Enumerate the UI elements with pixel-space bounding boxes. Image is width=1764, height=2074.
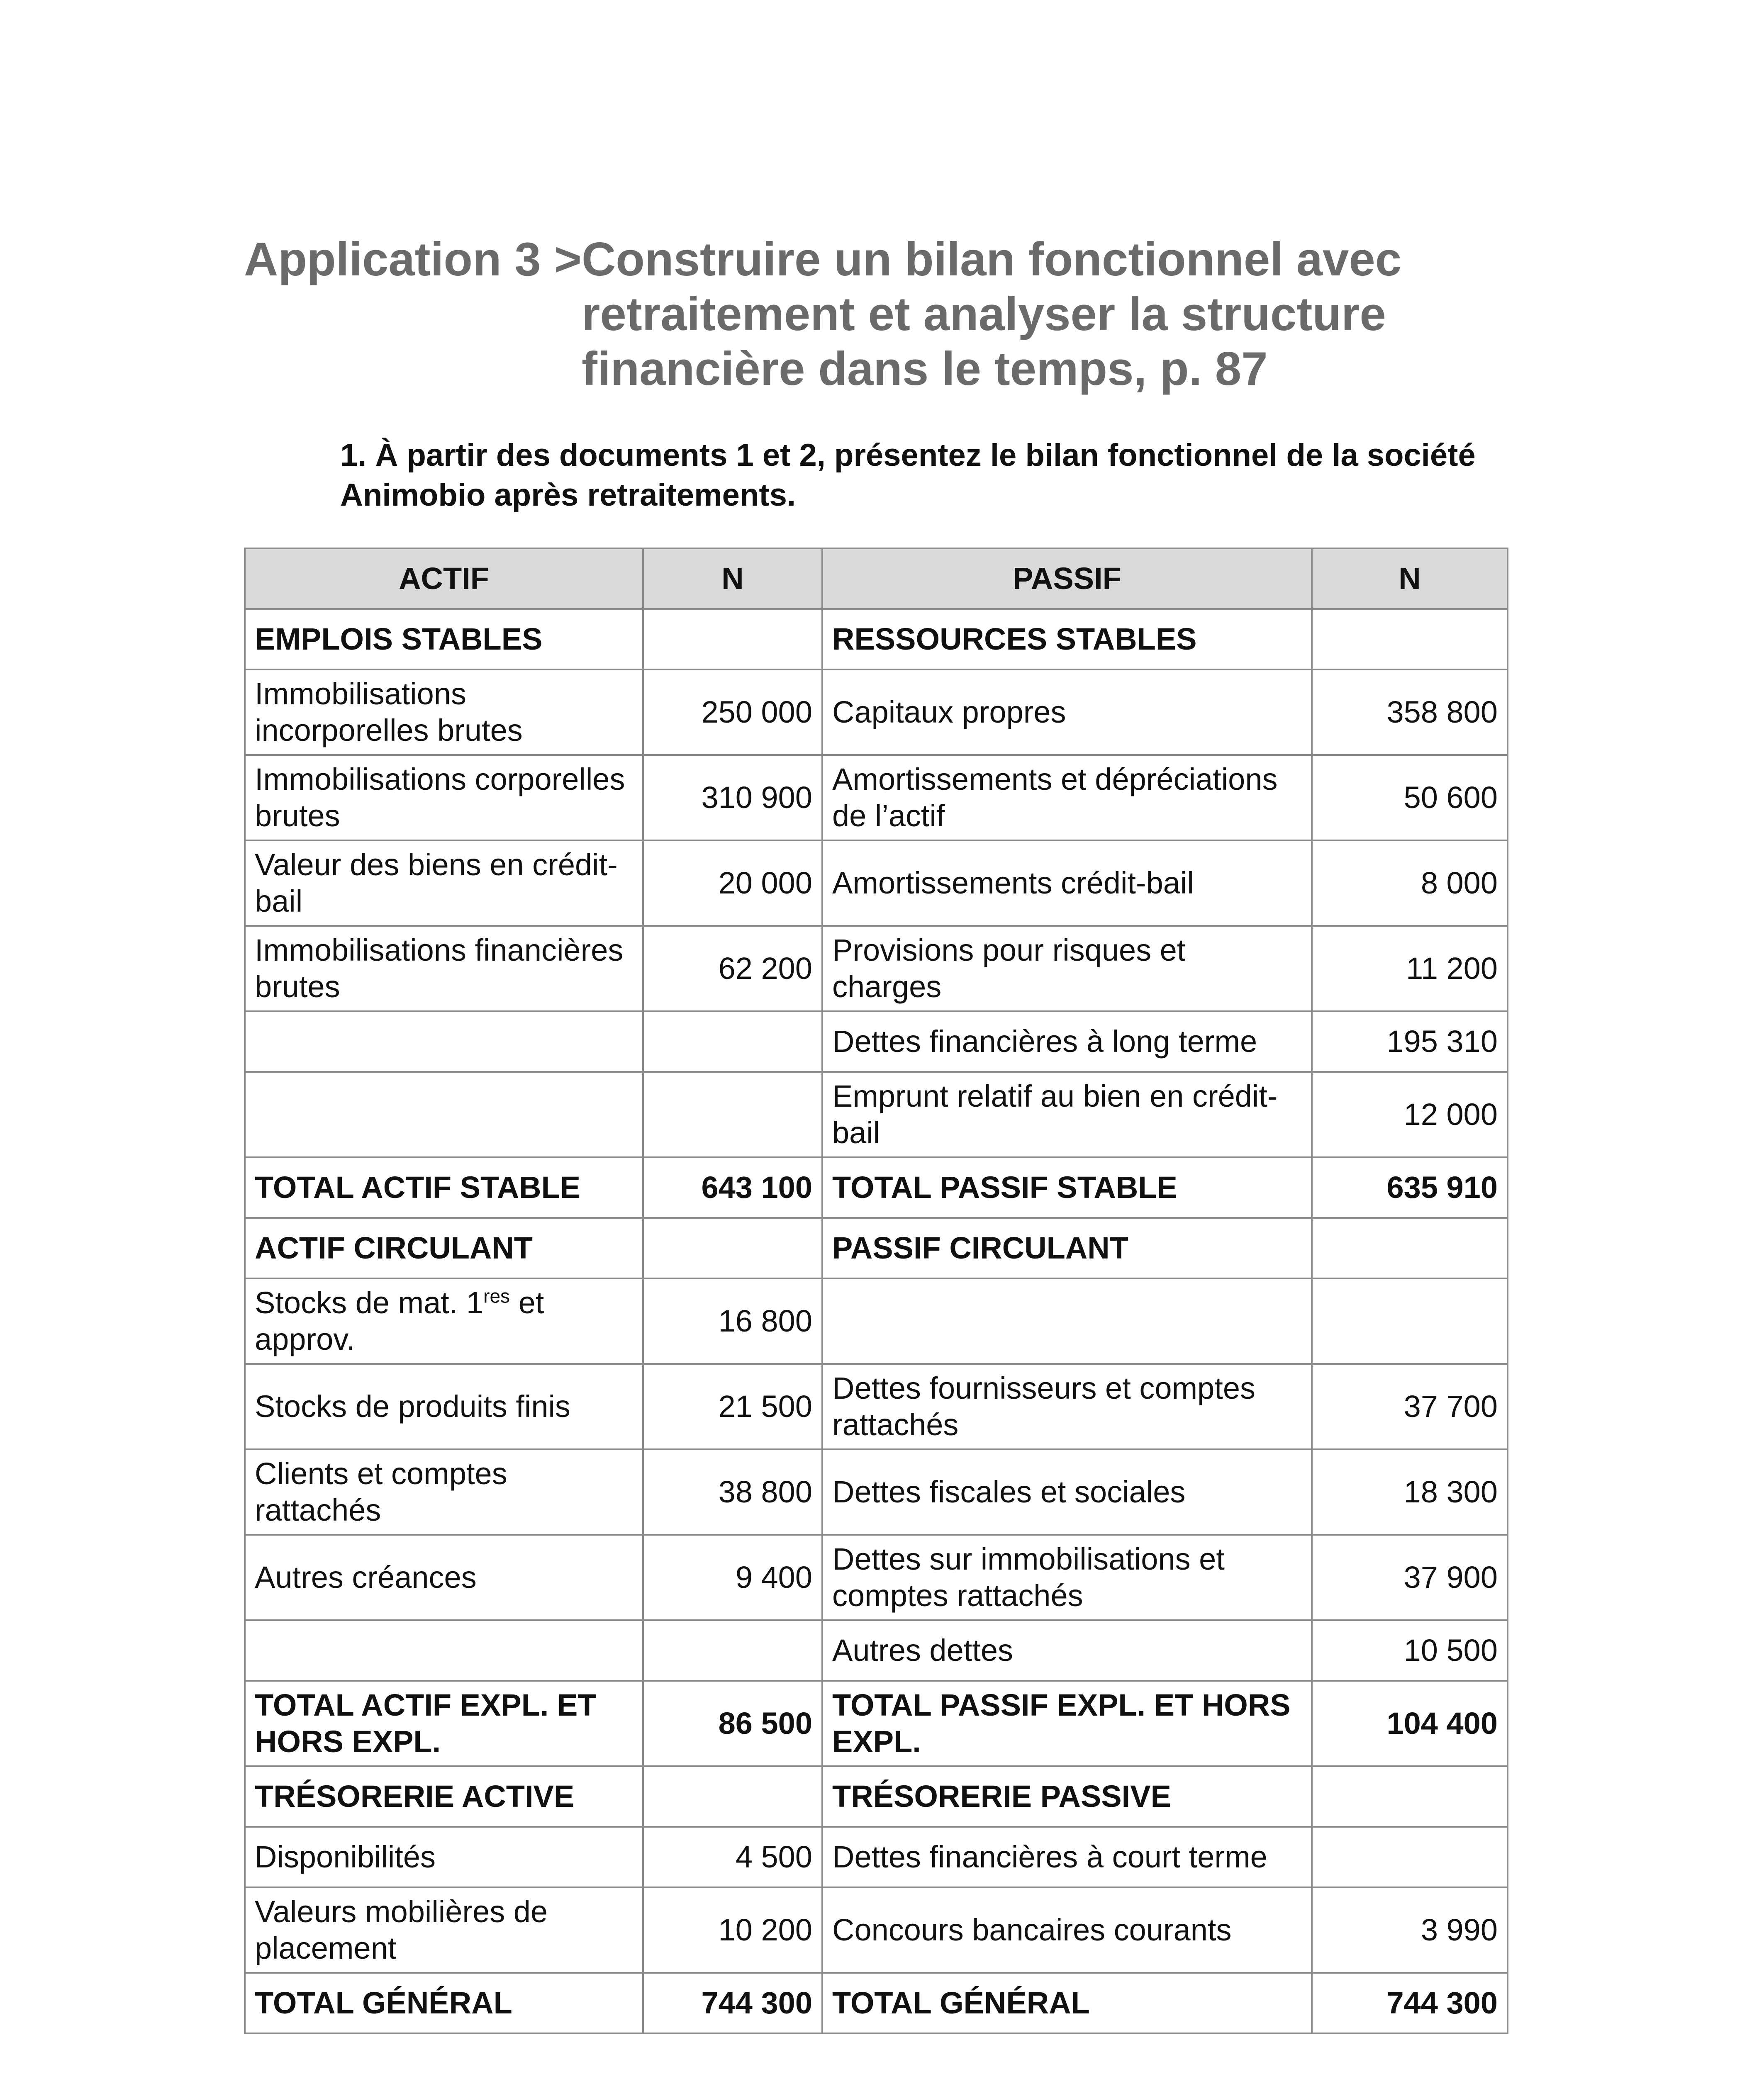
table-row: [245, 1766, 1508, 1827]
table-row: [245, 926, 1508, 1011]
table-row: [245, 669, 1508, 755]
passif-label: [822, 1278, 1312, 1364]
actif-label: TRÉSORERIE ACTIVE: [245, 1766, 643, 1827]
passif-value: 12 000: [1312, 1072, 1508, 1157]
passif-label: Capitaux propres: [822, 669, 1312, 755]
passif-label: Dettes fournisseurs et comptes rattachés: [822, 1364, 1312, 1449]
table-row: [245, 609, 1508, 669]
actif-value: [643, 609, 822, 669]
actif-value: [643, 1072, 822, 1157]
title-line-1: Construire un bilan fonctionnel avec: [581, 233, 1402, 286]
actif-label: Stocks de produits finis: [245, 1364, 643, 1449]
actif-value: 9 400: [643, 1535, 822, 1620]
passif-label: Dettes financières à court terme: [822, 1827, 1312, 1887]
passif-value: 635 910: [1312, 1157, 1508, 1218]
table-row: [245, 1620, 1508, 1681]
table-row: [245, 1535, 1508, 1620]
actif-value: 643 100: [643, 1157, 822, 1218]
passif-value: 744 300: [1312, 1973, 1508, 2033]
title-line-2: retraitement et analyser la structure: [581, 288, 1386, 341]
actif-value: 20 000: [643, 840, 822, 926]
passif-label: TOTAL GÉNÉRAL: [822, 1973, 1312, 2033]
actif-label: Disponibilités: [245, 1827, 643, 1887]
actif-value: [643, 1011, 822, 1072]
passif-label: TOTAL PASSIF STABLE: [822, 1157, 1312, 1218]
actif-label: TOTAL GÉNÉRAL: [245, 1973, 643, 2033]
actif-label: EMPLOIS STABLES: [245, 609, 643, 669]
passif-label: Amortissements et dépréciations de l’actif: [822, 755, 1312, 840]
table-row: [245, 1011, 1508, 1072]
table-row: [245, 755, 1508, 840]
passif-label: Emprunt relatif au bien en crédit-bail: [822, 1072, 1312, 1157]
application-title: [244, 232, 1530, 397]
passif-value: [1312, 1218, 1508, 1278]
actif-label-superscript: res: [483, 1285, 510, 1307]
table-row: [245, 1278, 1508, 1364]
passif-value: [1312, 1278, 1508, 1364]
passif-value: [1312, 609, 1508, 669]
title-lines: [582, 232, 1401, 397]
passif-value: 18 300: [1312, 1449, 1508, 1535]
passif-value: 37 700: [1312, 1364, 1508, 1449]
table-row: [245, 1449, 1508, 1535]
actif-label: [245, 1620, 643, 1681]
actif-value: [643, 1620, 822, 1681]
actif-label: Immobilisations corporelles brutes: [245, 755, 643, 840]
passif-label: Concours bancaires courants: [822, 1887, 1312, 1973]
table-row: [245, 840, 1508, 926]
actif-label: Clients et comptes rattachés: [245, 1449, 643, 1535]
passif-value: 11 200: [1312, 926, 1508, 1011]
passif-value: 104 400: [1312, 1681, 1508, 1766]
header-passif-n: N: [1312, 548, 1508, 609]
actif-label: ACTIF CIRCULANT: [245, 1218, 643, 1278]
actif-label-end: et approv.: [255, 1285, 544, 1356]
question-text: 1. À partir des documents 1 et 2, présentez le bilan fonctionnel de la société Animobio après retraitements.: [340, 438, 1476, 513]
table-row-total-circulant: [245, 1681, 1508, 1766]
actif-label: Valeur des biens en crédit-bail: [245, 840, 643, 926]
passif-value: 8 000: [1312, 840, 1508, 926]
passif-label: RESSOURCES STABLES: [822, 609, 1312, 669]
passif-value: [1312, 1766, 1508, 1827]
passif-label: Dettes sur immobilisations et comptes rattachés: [822, 1535, 1312, 1620]
table-row-total-stable: [245, 1157, 1508, 1218]
actif-value: 10 200: [643, 1887, 822, 1973]
header-passif: PASSIF: [822, 548, 1312, 609]
table-row: [245, 1827, 1508, 1887]
actif-value: 744 300: [643, 1973, 822, 2033]
actif-label: [245, 1072, 643, 1157]
passif-label: TRÉSORERIE PASSIVE: [822, 1766, 1312, 1827]
passif-label: Provisions pour risques et charges: [822, 926, 1312, 1011]
passif-value: 37 900: [1312, 1535, 1508, 1620]
passif-value: 10 500: [1312, 1620, 1508, 1681]
passif-label: Autres dettes: [822, 1620, 1312, 1681]
table-row: [245, 1887, 1508, 1973]
passif-value: 358 800: [1312, 669, 1508, 755]
actif-label: Autres créances: [245, 1535, 643, 1620]
actif-value: 16 800: [643, 1278, 822, 1364]
table-header-row: [245, 548, 1508, 609]
title-prefix: Application 3 >: [244, 233, 582, 286]
table-row: [245, 1218, 1508, 1278]
passif-label: Dettes fiscales et sociales: [822, 1449, 1312, 1535]
actif-value: 250 000: [643, 669, 822, 755]
table-row-total-general: [245, 1973, 1508, 2033]
passif-value: [1312, 1827, 1508, 1887]
actif-value: 21 500: [643, 1364, 822, 1449]
header-actif-n: N: [643, 548, 822, 609]
actif-value: 4 500: [643, 1827, 822, 1887]
actif-value: 38 800: [643, 1449, 822, 1535]
actif-value: 62 200: [643, 926, 822, 1011]
actif-label: TOTAL ACTIF STABLE: [245, 1157, 643, 1218]
actif-label: [245, 1011, 643, 1072]
actif-value: 86 500: [643, 1681, 822, 1766]
actif-value: [643, 1218, 822, 1278]
actif-label: Immobilisations financières brutes: [245, 926, 643, 1011]
actif-value: [643, 1766, 822, 1827]
actif-label: [245, 1278, 643, 1364]
passif-label: PASSIF CIRCULANT: [822, 1218, 1312, 1278]
passif-value: 3 990: [1312, 1887, 1508, 1973]
passif-value: 50 600: [1312, 755, 1508, 840]
passif-value: 195 310: [1312, 1011, 1508, 1072]
passif-label: TOTAL PASSIF EXPL. ET HORS EXPL.: [822, 1681, 1312, 1766]
header-actif: ACTIF: [245, 548, 643, 609]
table-row: [245, 1364, 1508, 1449]
passif-label: Dettes financières à long terme: [822, 1011, 1312, 1072]
actif-label: Immobilisations incorporelles brutes: [245, 669, 643, 755]
actif-label-start: Stocks de mat. 1: [255, 1285, 484, 1320]
actif-label: TOTAL ACTIF EXPL. ET HORS EXPL.: [245, 1681, 643, 1766]
table-row: [245, 1072, 1508, 1157]
title-line-3: financière dans le temps, p. 87: [581, 343, 1268, 395]
actif-value: 310 900: [643, 755, 822, 840]
passif-label: Amortissements crédit-bail: [822, 840, 1312, 926]
actif-label: Valeurs mobilières de placement: [245, 1887, 643, 1973]
bilan-fonctionnel-table: [244, 548, 1508, 2034]
